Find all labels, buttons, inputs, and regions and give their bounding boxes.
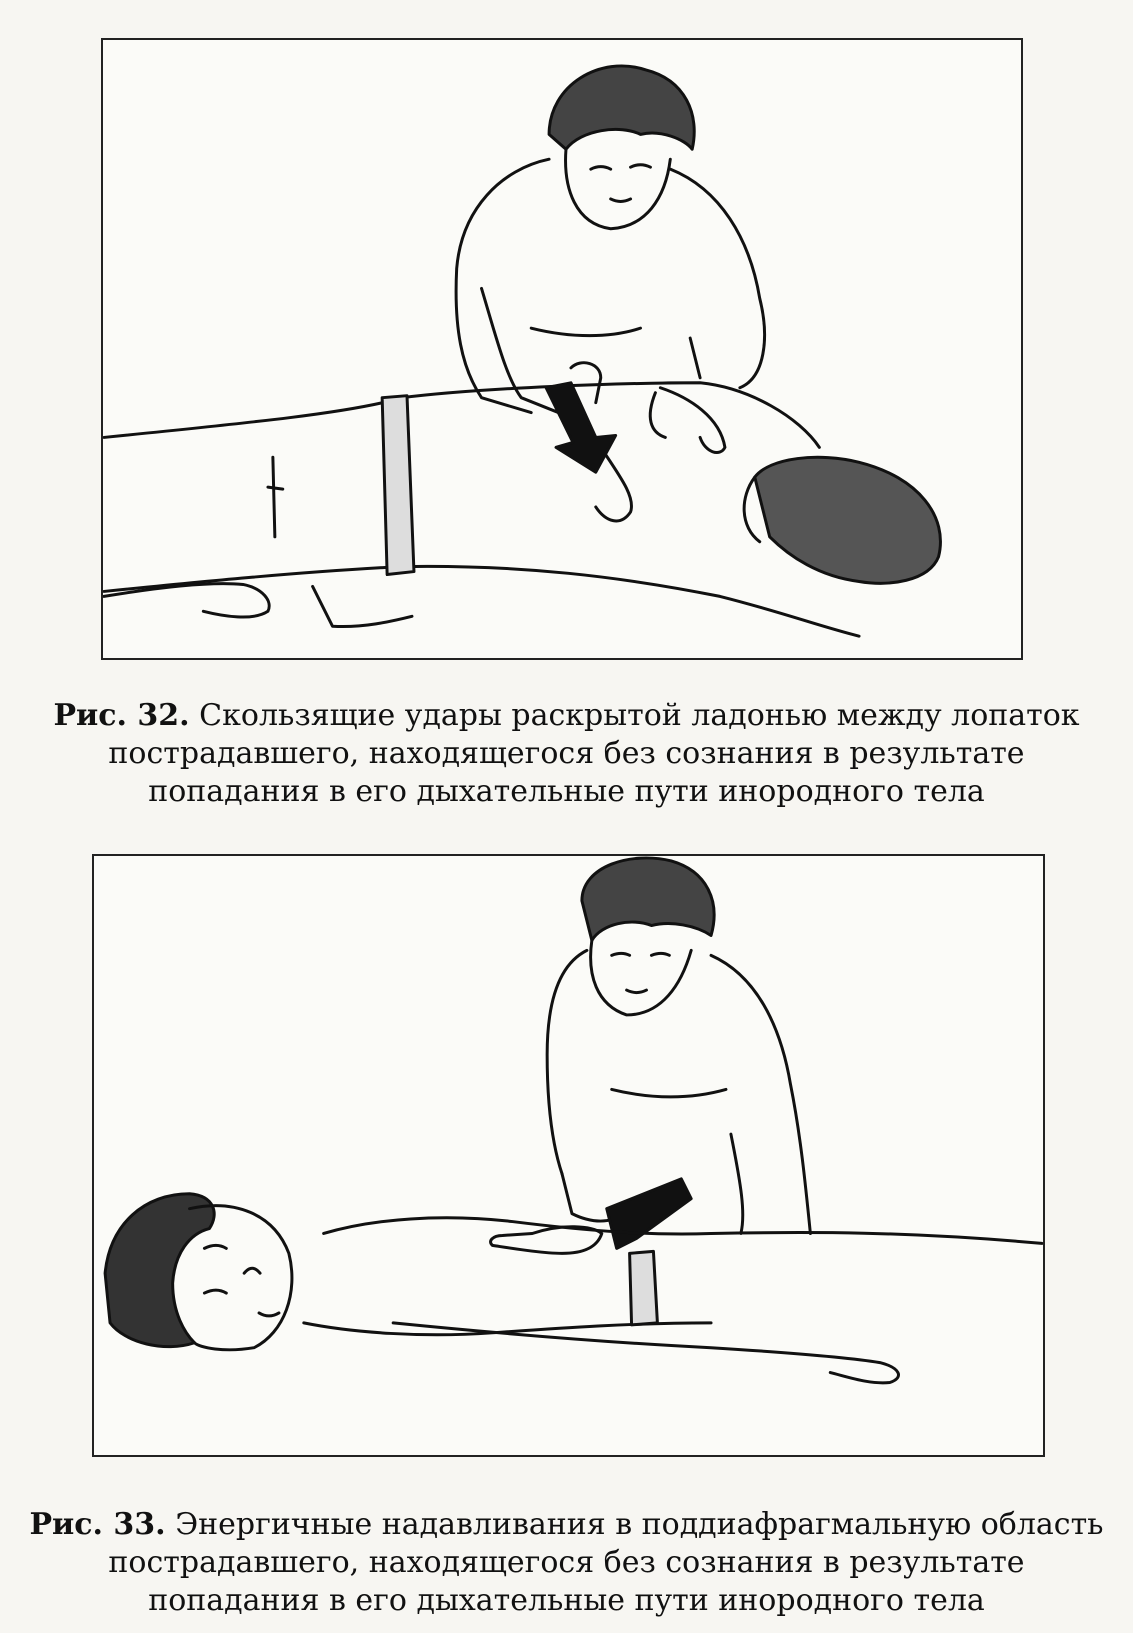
caption-32-line-1 xyxy=(0,697,1133,735)
figure-32-caption xyxy=(0,697,1133,811)
rescuer-hand-right xyxy=(650,388,725,453)
figure-33-caption xyxy=(0,1506,1133,1620)
caption-32-line-2: пострадавшего, находящегося без сознания в результате xyxy=(108,736,1025,771)
caption-33-text-1: Энергичные надавливания в поддиафрагмальную область xyxy=(175,1507,1104,1542)
figure-32-illustration xyxy=(101,38,1023,660)
caption-32-line-3: попадания в его дыхательные пути инородного тела xyxy=(148,774,985,809)
victim-hair xyxy=(105,1194,214,1347)
rescuer-hair xyxy=(582,858,714,940)
caption-32-text-1: Скользящие удары раскрытой ладонью между лопаток xyxy=(199,698,1080,733)
figure-33-illustration xyxy=(92,854,1045,1457)
rescuer-body xyxy=(456,159,764,412)
motion-arrow xyxy=(546,383,616,472)
victim-hair xyxy=(755,457,941,583)
victim-arm xyxy=(393,1323,898,1383)
victim-belt xyxy=(630,1251,658,1325)
rescuer-hair xyxy=(549,66,694,149)
caption-33-line-3: попадания в его дыхательные пути инородного тела xyxy=(148,1583,985,1618)
victim-back xyxy=(104,383,859,636)
victim-arm xyxy=(104,584,412,627)
figure-32-label: Рис. 32. xyxy=(53,698,190,733)
rescuer-face xyxy=(566,149,671,228)
rescuer-face xyxy=(591,940,692,1015)
caption-33-line-2: пострадавшего, находящегося без сознания в результате xyxy=(108,1545,1025,1580)
figure-33-label: Рис. 33. xyxy=(29,1507,166,1542)
victim-body xyxy=(304,1218,1042,1335)
victim-belt xyxy=(382,396,414,575)
caption-33-line-1 xyxy=(0,1506,1133,1544)
figure-33-drawing xyxy=(94,856,1043,1455)
figure-32-drawing xyxy=(103,40,1021,658)
motion-arrow xyxy=(607,1179,691,1249)
